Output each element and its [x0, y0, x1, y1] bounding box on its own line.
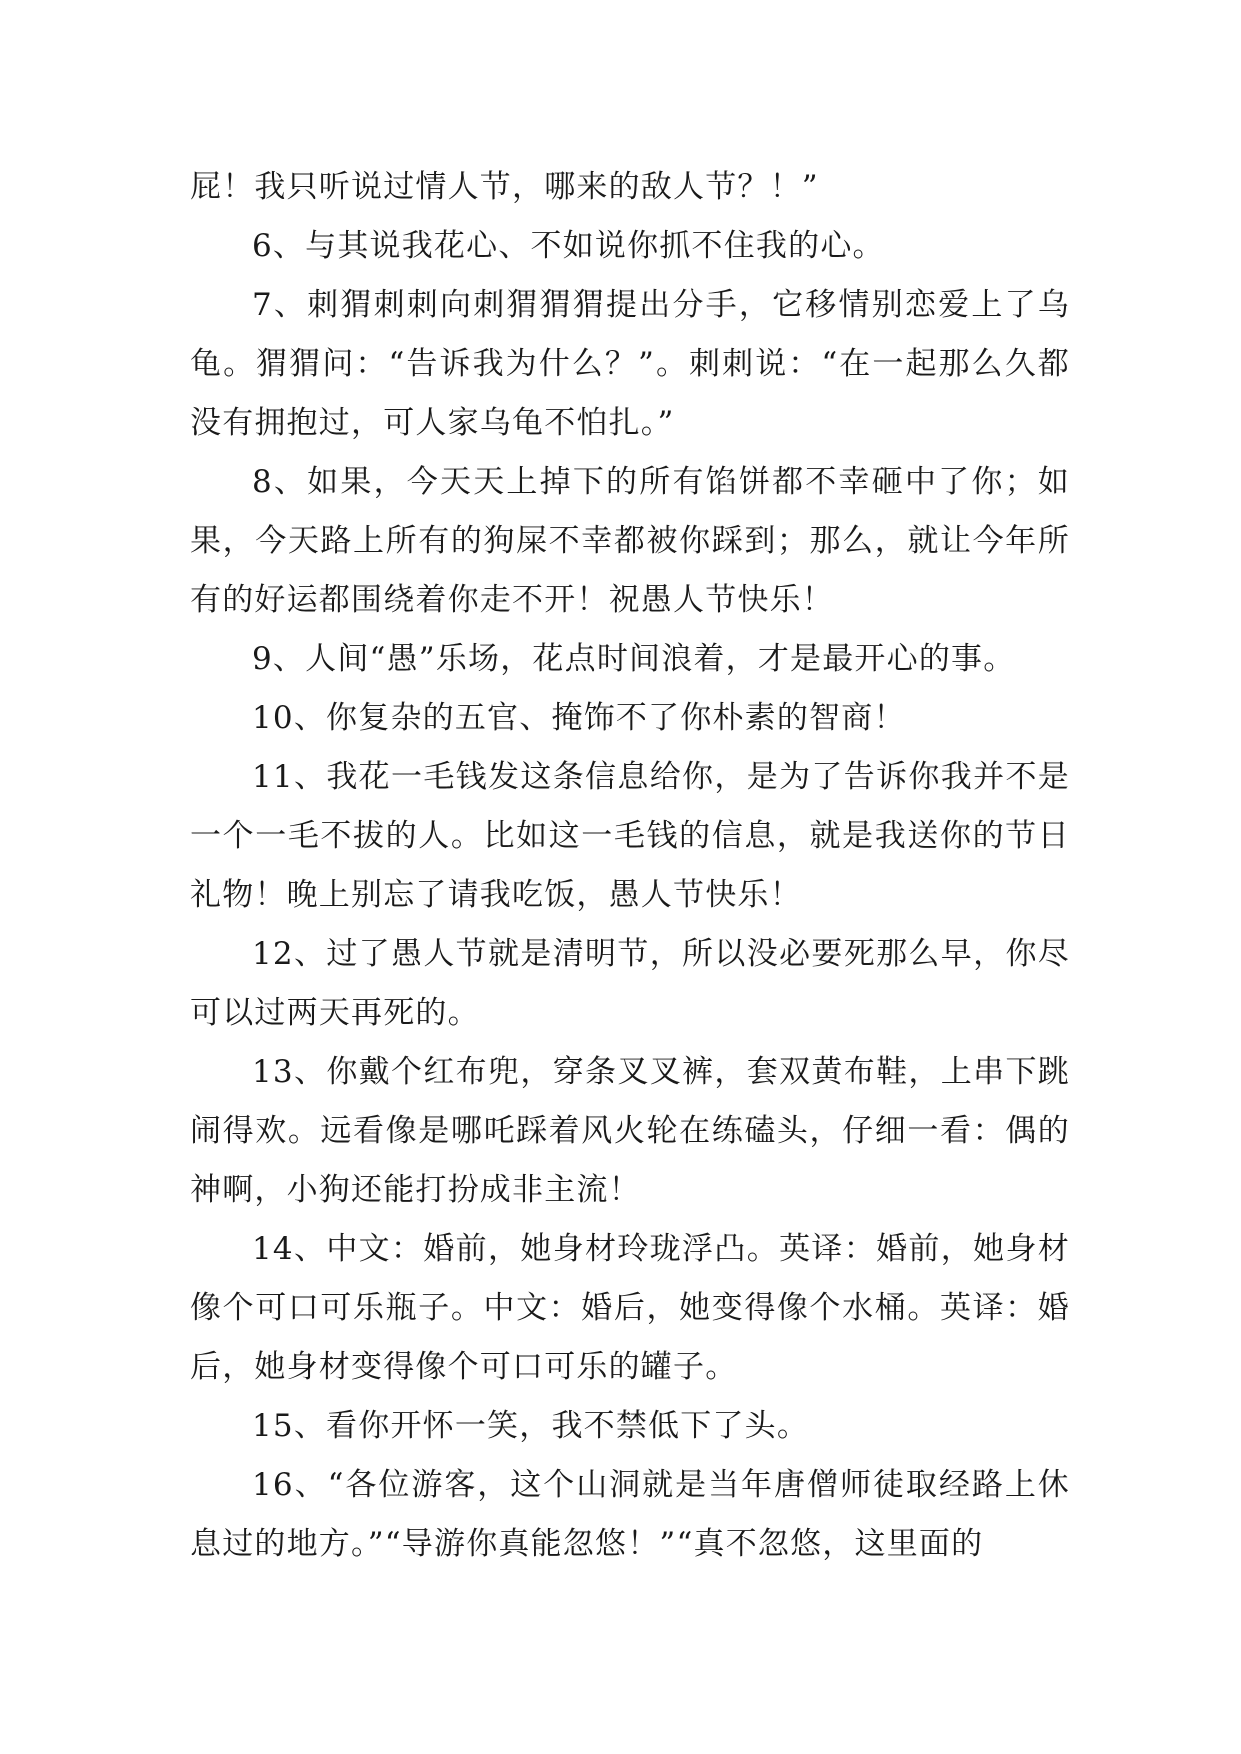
paragraph-9: 9、人间“愚”乐场，花点时间浪着，才是最开心的事。	[252, 641, 1016, 677]
paragraph-7: 7、刺猬刺刺向刺猬猬猬提出分手，它移情别恋爱上了乌龟。猬猬问：“告诉我为什么？”。刺刺说：“在一起那么久都没有拥抱过，可人家乌龟不怕扎。”	[190, 287, 1070, 441]
paragraph-14: 14、中文：婚前，她身材玲珑浮凸。英译：婚前，她身材像个可口可乐瓶子。中文：婚后，她变得像个水桶。英译：婚后，她身材变得像个可口可乐的罐子。	[190, 1231, 1070, 1385]
paragraph-continuation: 屁！我只听说过情人节，哪来的敌人节？！”	[190, 169, 819, 205]
paragraph-10: 10、你复杂的五官、掩饰不了你朴素的智商！	[252, 700, 906, 736]
paragraph-6: 6、与其说我花心、不如说你抓不住我的心。	[252, 228, 885, 264]
paragraph-15: 15、看你开怀一笑，我不禁低下了头。	[252, 1408, 810, 1444]
paragraph-13: 13、你戴个红布兜，穿条叉叉裤，套双黄布鞋，上串下跳闹得欢。远看像是哪吒踩着风火轮在练磕头，仔细一看：偶的神啊，小狗还能打扮成非主流！	[190, 1054, 1070, 1208]
paragraph-16: 16、“各位游客，这个山洞就是当年唐僧师徒取经路上休息过的地方。”“导游你真能忽悠！”“真不忽悠，这里面的	[190, 1467, 1070, 1562]
paragraph-12: 12、过了愚人节就是清明节，所以没必要死那么早，你尽可以过两天再死的。	[190, 936, 1070, 1031]
paragraph-11: 11、我花一毛钱发这条信息给你，是为了告诉你我并不是一个一毛不拔的人。比如这一毛钱的信息，就是我送你的节日礼物！晚上别忘了请我吃饭，愚人节快乐！	[190, 759, 1070, 913]
document-body	[190, 158, 1070, 1574]
paragraph-8: 8、如果，今天天上掉下的所有馅饼都不幸砸中了你；如果，今天路上所有的狗屎不幸都被你踩到；那么，就让今年所有的好运都围绕着你走不开！祝愚人节快乐！	[190, 464, 1070, 618]
